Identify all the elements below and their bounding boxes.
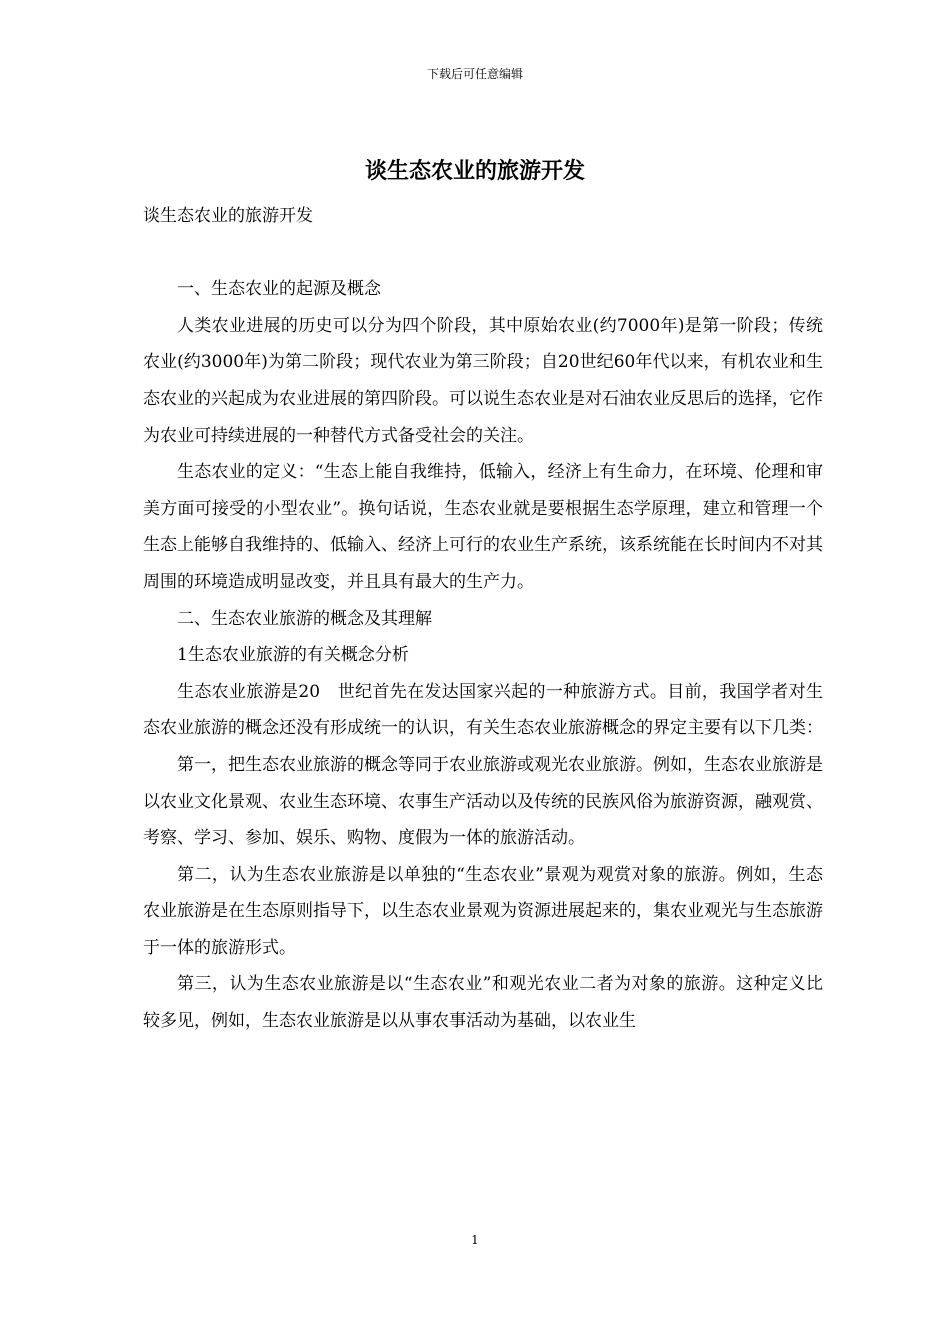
blank-line [143, 235, 823, 272]
section-heading: 二、生态农业旅游的概念及其理解 [177, 608, 432, 629]
paragraph: 第一，把生态农业旅游的概念等同于农业旅游或观光农业旅游。例如，生态农业旅游是以农业文化景观、农业生态环境、农事生产活动以及传统的民族风俗为旅游资源，融观赏、考察、学习、参加、娱乐、购物、度假为一体的旅游活动。 [143, 754, 823, 849]
paragraph: 第二，认为生态农业旅游是以单独的“生态农业”景观为观赏对象的旅游。例如，生态农业旅游是在生态原则指导下，以生态农业景观为资源进展起来的，集农业观光与生态旅游于一体的旅游形式。 [143, 864, 823, 958]
header-note: 下载后可任意编辑 [426, 67, 523, 81]
paragraph: 人类农业进展的历史可以分为四个阶段，其中原始农业(约7000年)是第一阶段；传统农业(约3000年)为第二阶段；现代农业为第三阶段；自20世纪60年代以来，有机农业和生态农业的兴起成为农业进展的第四阶段。可以说生态农业是对石油农业反思后的选择，它作为农业可持续进展的一种替代方式备受社会的关注。 [143, 315, 823, 446]
subsection-heading: 1生态农业旅游的有关概念分析 [177, 645, 409, 666]
paragraph: 生态农业的定义：“生态上能自我维持，低输入，经济上有生命力，在环境、伦理和审美方面可接受的小型农业”。换句话说，生态农业就是要根据生态学原理，建立和管理一个生态上能够自我维持的、低输入、经济上可行的农业生产系统，该系统能在长时间内不对其周围的环境造成明显改变，并且具有最大的生产力。 [143, 462, 823, 592]
subtitle-line: 谈生态农业的旅游开发 [143, 206, 313, 226]
document-body [143, 198, 823, 1040]
page-number: 1 [471, 1233, 479, 1247]
paragraph: 生态农业旅游是20 世纪首先在发达国家兴起的一种旅游方式。目前，我国学者对生态农业旅游的概念还没有形成统一的认识，有关生态农业旅游概念的界定主要有以下几类： [143, 681, 823, 739]
document-title: 谈生态农业的旅游开发 [364, 158, 585, 184]
section-heading: 一、生态农业的起源及概念 [177, 279, 381, 300]
paragraph: 第三，认为生态农业旅游是以“生态农业”和观光农业二者为对象的旅游。这种定义比较多见，例如，生态农业旅游是以从事农事活动为基础，以农业生 [143, 974, 823, 1032]
